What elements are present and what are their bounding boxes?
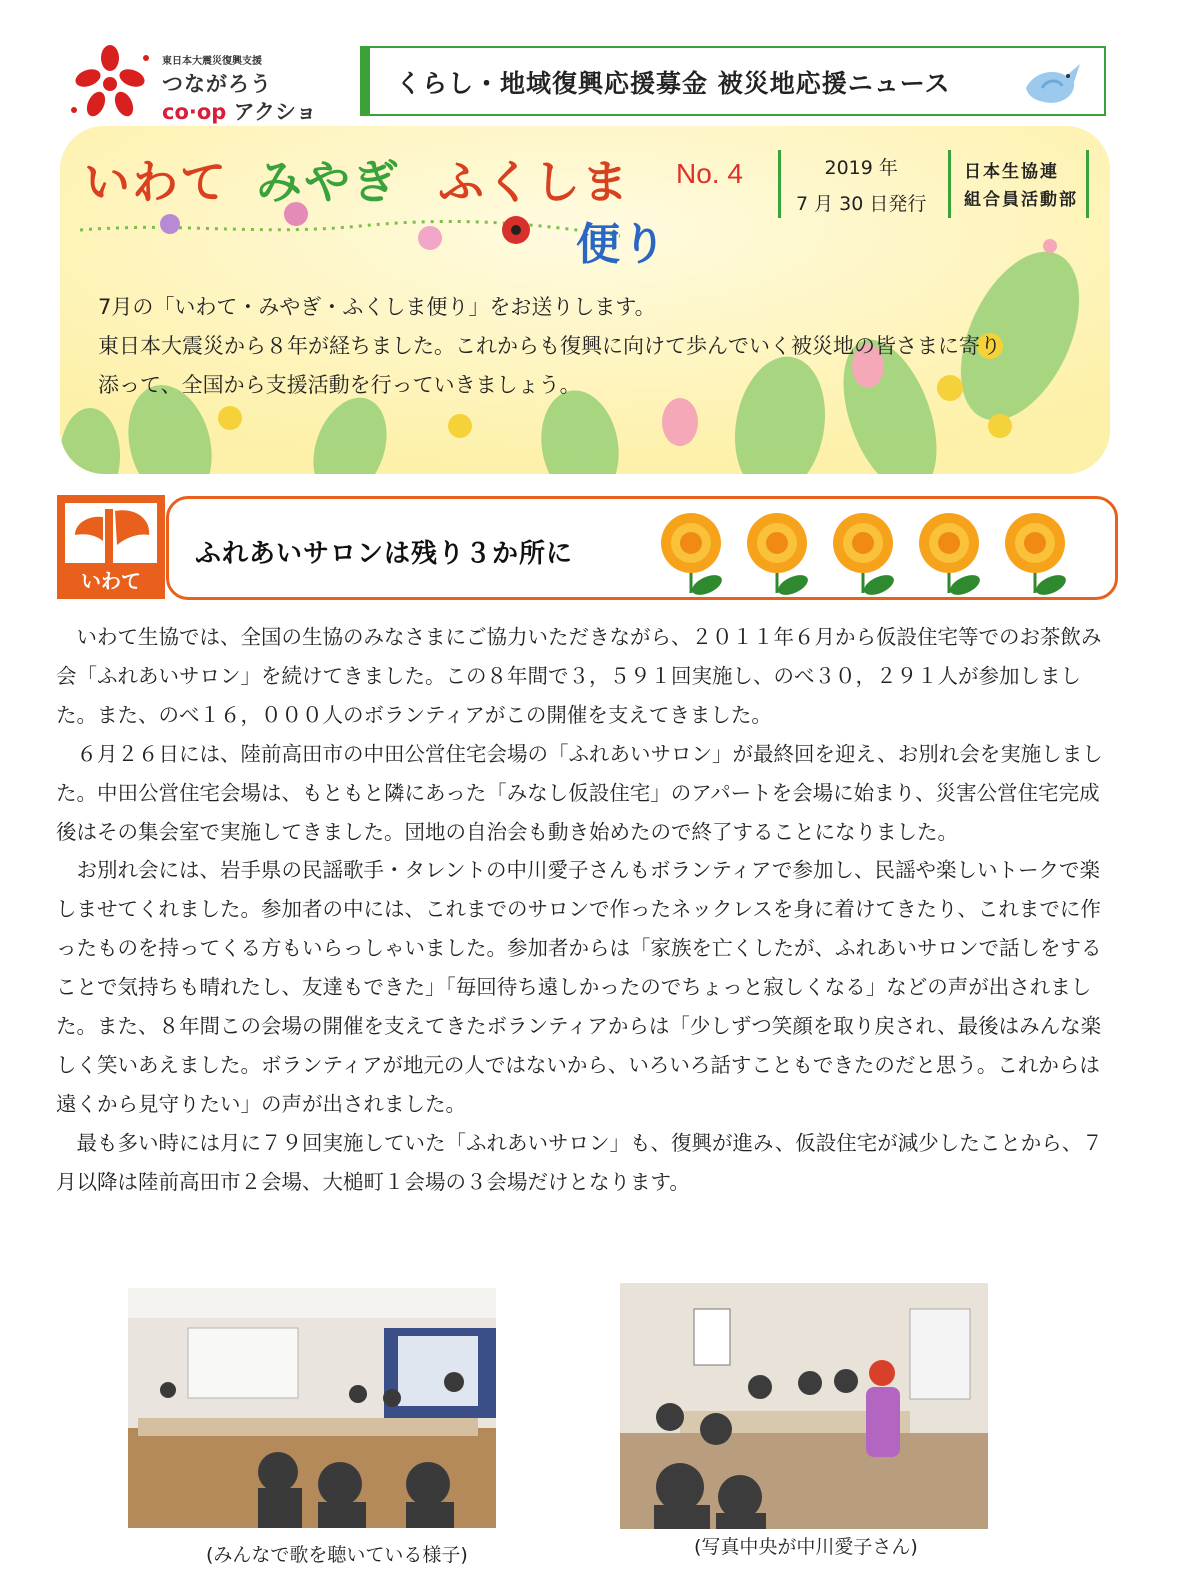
divider xyxy=(948,150,951,218)
publisher-line1: 日本生協連 xyxy=(964,162,1059,182)
coop-action-logo xyxy=(66,44,336,124)
logo-tagline: つながろう xyxy=(162,72,272,96)
title-iwate: いわて xyxy=(84,155,228,209)
red-flower-icon xyxy=(66,44,154,124)
article-paragraph: 最も多い時には月に７９回実施していた「ふれあいサロン」も、復興が進み、仮設住宅が減少したことから、７月以降は陸前高田市２会場、大槌町１会場の３会場だけとなります。 xyxy=(56,1130,1103,1194)
publisher-line2: 組合員活動部 xyxy=(964,190,1078,210)
divider xyxy=(1086,150,1089,218)
banner-title: くらし・地域復興応援募金 被災地応援ニュース xyxy=(396,69,951,98)
issue-number: No. 4 xyxy=(676,158,743,189)
section-header xyxy=(166,496,1118,600)
logo-subtitle: 東日本大震災復興支援 xyxy=(162,56,262,67)
coop-wordmark: co·op xyxy=(162,100,227,124)
logo-action: アクショ xyxy=(233,100,317,124)
intro-text xyxy=(98,288,1088,405)
badge-illustration xyxy=(65,503,157,563)
iwate-prefecture-badge xyxy=(57,495,165,599)
title-fukushima: ふくしま xyxy=(438,155,630,209)
article-paragraph: ６月２６日には、陸前高田市の中田公営住宅会場の「ふれあいサロン」が最終回を迎え、お別れ会を実施しました。中田公営住宅会場は、もともと隣にあった「みなし仮設住宅」のアパートを会場に始まり、災害公営住宅完成後はその集会室で実施してきました。団地の自治会も動き始めたので終了することになりました。 xyxy=(56,741,1103,844)
pine-tree-icon xyxy=(65,503,157,563)
pref-label: いわて xyxy=(81,569,141,593)
article-paragraph: お別れ会には、岩手県の民謡歌手・タレントの中川愛子さんもボランティアで参加し、民謡や楽しいトークで楽しませてくれました。参加者の中には、これまでのサロンで作ったネックレスを身に着けてきたり、これまでに作ったものを持ってくる方もいらっしゃいました。参加者からは「家族を亡くしたが、ふれあいサロンで話しをすることで気持ちも晴れたし、友達もできた」「毎回待ち遠しかったのでちょっと寂しくなる」などの声が出されました。また、８年間この会場の開催を支えてきたボランティアからは「少しずつ笑顔を取り戻され、最後はみんな楽しく笑いあえました。ボランティアが地元の人ではないから、いろいろ話すこともできたのだと思う。これからは遠くから見守りたい」の声が出されました。 xyxy=(56,858,1102,1116)
intro-line: 東日本大震災から８年が経ちました。これからも復興に向けて歩んでいく被災地の皆さまに寄り xyxy=(98,334,1001,358)
title-dayori: 便り xyxy=(576,219,668,270)
intro-line: 添って、全国から支援活動を行っていきましょう。 xyxy=(98,373,581,397)
date-year: 2019 年 xyxy=(824,157,898,179)
article-paragraph: いわて生協では、全国の生協のみなさまにご協力いただきながら、２０１１年６月から仮設住宅等でのお茶飲み会「ふれあいサロン」を続けてきました。この８年間で３，５９１回実施し、のべ３０，２９１人が参加しました。また、のべ１６，０００人のボランティアがこの開催を支えてきました。 xyxy=(56,625,1102,727)
hero-banner xyxy=(60,126,1110,474)
news-banner xyxy=(360,46,1106,116)
photo-caption: (写真中央が中川愛子さん) xyxy=(694,1536,918,1558)
date-day: 7 月 30 日発行 xyxy=(796,193,927,215)
sunflowers-decoration xyxy=(657,507,1097,599)
photo-caption: (みんなで歌を聴いている様子) xyxy=(206,1544,468,1566)
section-heading: ふれあいサロンは残り３か所に xyxy=(195,539,574,569)
photo-nakagawa-aiko xyxy=(620,1283,988,1529)
publication-date xyxy=(796,150,926,222)
intro-line: 7月の「いわて・みやぎ・ふくしま便り」をお送りします。 xyxy=(98,295,656,319)
blue-bird-icon xyxy=(1020,54,1084,110)
divider xyxy=(778,150,781,218)
article-body xyxy=(56,618,1116,1202)
title-miyagi: みやぎ xyxy=(256,155,400,209)
publisher xyxy=(964,158,1078,214)
photo-salon-audience xyxy=(128,1288,496,1528)
